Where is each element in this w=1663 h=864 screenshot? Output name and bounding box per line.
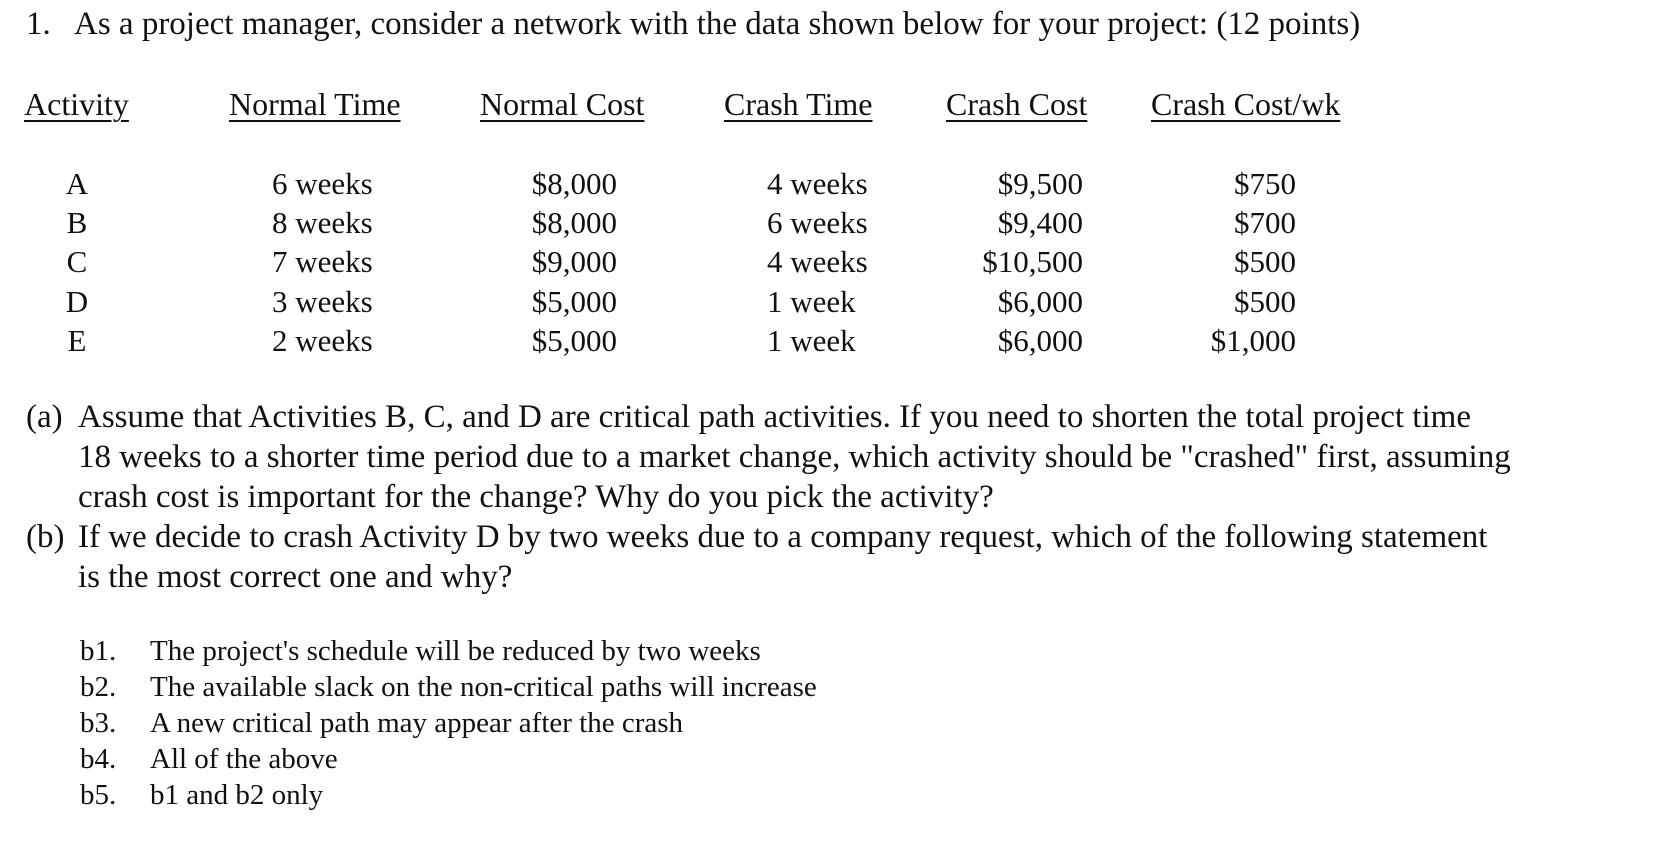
cell-normal-cost: $8,000 — [531, 166, 617, 201]
cell-crash-time: 4 weeks — [767, 166, 868, 201]
list-item — [80, 635, 761, 668]
cell-activity: D — [65, 284, 89, 319]
question-number: 1. — [26, 6, 51, 42]
part-b-label: (b) — [26, 519, 65, 555]
list-item — [80, 779, 323, 812]
cell-normal-cost: $5,000 — [531, 284, 617, 319]
option-text: The project's schedule will be reduced by two weeks — [150, 635, 761, 667]
option-label: b5. — [80, 779, 117, 811]
header-crash-cost-per-week: Crash Cost/wk — [1151, 86, 1341, 122]
cell-activity: E — [67, 323, 87, 358]
part-a-label: (a) — [26, 399, 63, 435]
cell-crash-cost-per-week: $500 — [1234, 284, 1296, 319]
list-item — [80, 671, 817, 704]
cell-crash-cost: $6,000 — [997, 284, 1083, 319]
cell-crash-time: 1 week — [767, 323, 856, 358]
part-a-line-3: crash cost is important for the change? Why do you pick the activity? — [78, 479, 994, 515]
cell-crash-time: 1 week — [767, 284, 856, 319]
option-text: All of the above — [150, 743, 338, 775]
cell-normal-cost: $8,000 — [531, 205, 617, 240]
cell-activity: B — [66, 205, 88, 240]
part-a-line-2: 18 weeks to a shorter time period due to a market change, which activity should be "crashed" first, assuming — [78, 439, 1511, 475]
header-crash-time: Crash Time — [724, 86, 873, 122]
cell-crash-cost: $10,500 — [982, 244, 1083, 279]
cell-crash-cost: $9,400 — [997, 205, 1083, 240]
cell-normal-time: 2 weeks — [272, 323, 373, 358]
question-title — [26, 6, 1360, 43]
option-text: The available slack on the non-critical paths will increase — [150, 671, 817, 703]
cell-crash-time: 4 weeks — [767, 244, 868, 279]
option-label: b1. — [80, 635, 117, 667]
cell-crash-cost: $6,000 — [997, 323, 1083, 358]
header-normal-time: Normal Time — [229, 86, 401, 122]
question-text: As a project manager, consider a network with the data shown below for your project: (12 points) — [74, 6, 1361, 42]
part-b-text: If we decide to crash Activity D by two weeks due to a company request, which of the following statement — [78, 519, 1488, 555]
option-text: A new critical path may appear after the crash — [150, 707, 684, 739]
cell-normal-cost: $9,000 — [531, 244, 617, 279]
part-a-text: Assume that Activities B, C, and D are critical path activities. If you need to shorten the total project time — [78, 399, 1471, 435]
option-label: b2. — [80, 671, 117, 703]
part-b-line-2: is the most correct one and why? — [78, 559, 513, 595]
list-item — [80, 743, 338, 776]
cell-normal-time: 3 weeks — [272, 284, 373, 319]
option-text: b1 and b2 only — [150, 779, 324, 811]
cell-crash-cost-per-week: $750 — [1234, 166, 1296, 201]
cell-normal-time: 7 weeks — [272, 244, 373, 279]
header-activity: Activity — [24, 86, 129, 122]
cell-crash-time: 6 weeks — [767, 205, 868, 240]
cell-normal-cost: $5,000 — [531, 323, 617, 358]
header-normal-cost: Normal Cost — [480, 86, 645, 122]
cell-activity: A — [65, 166, 89, 201]
cell-crash-cost-per-week: $1,000 — [1210, 323, 1296, 358]
cell-crash-cost: $9,500 — [997, 166, 1083, 201]
part-a-line-1 — [26, 399, 1471, 436]
cell-activity: C — [66, 244, 88, 279]
part-b-line-1 — [26, 519, 1487, 556]
cell-crash-cost-per-week: $700 — [1234, 205, 1296, 240]
header-crash-cost: Crash Cost — [946, 86, 1088, 122]
cell-normal-time: 6 weeks — [272, 166, 373, 201]
cell-crash-cost-per-week: $500 — [1234, 244, 1296, 279]
option-label: b3. — [80, 707, 117, 739]
cell-normal-time: 8 weeks — [272, 205, 373, 240]
option-label: b4. — [80, 743, 117, 775]
list-item — [80, 707, 683, 740]
